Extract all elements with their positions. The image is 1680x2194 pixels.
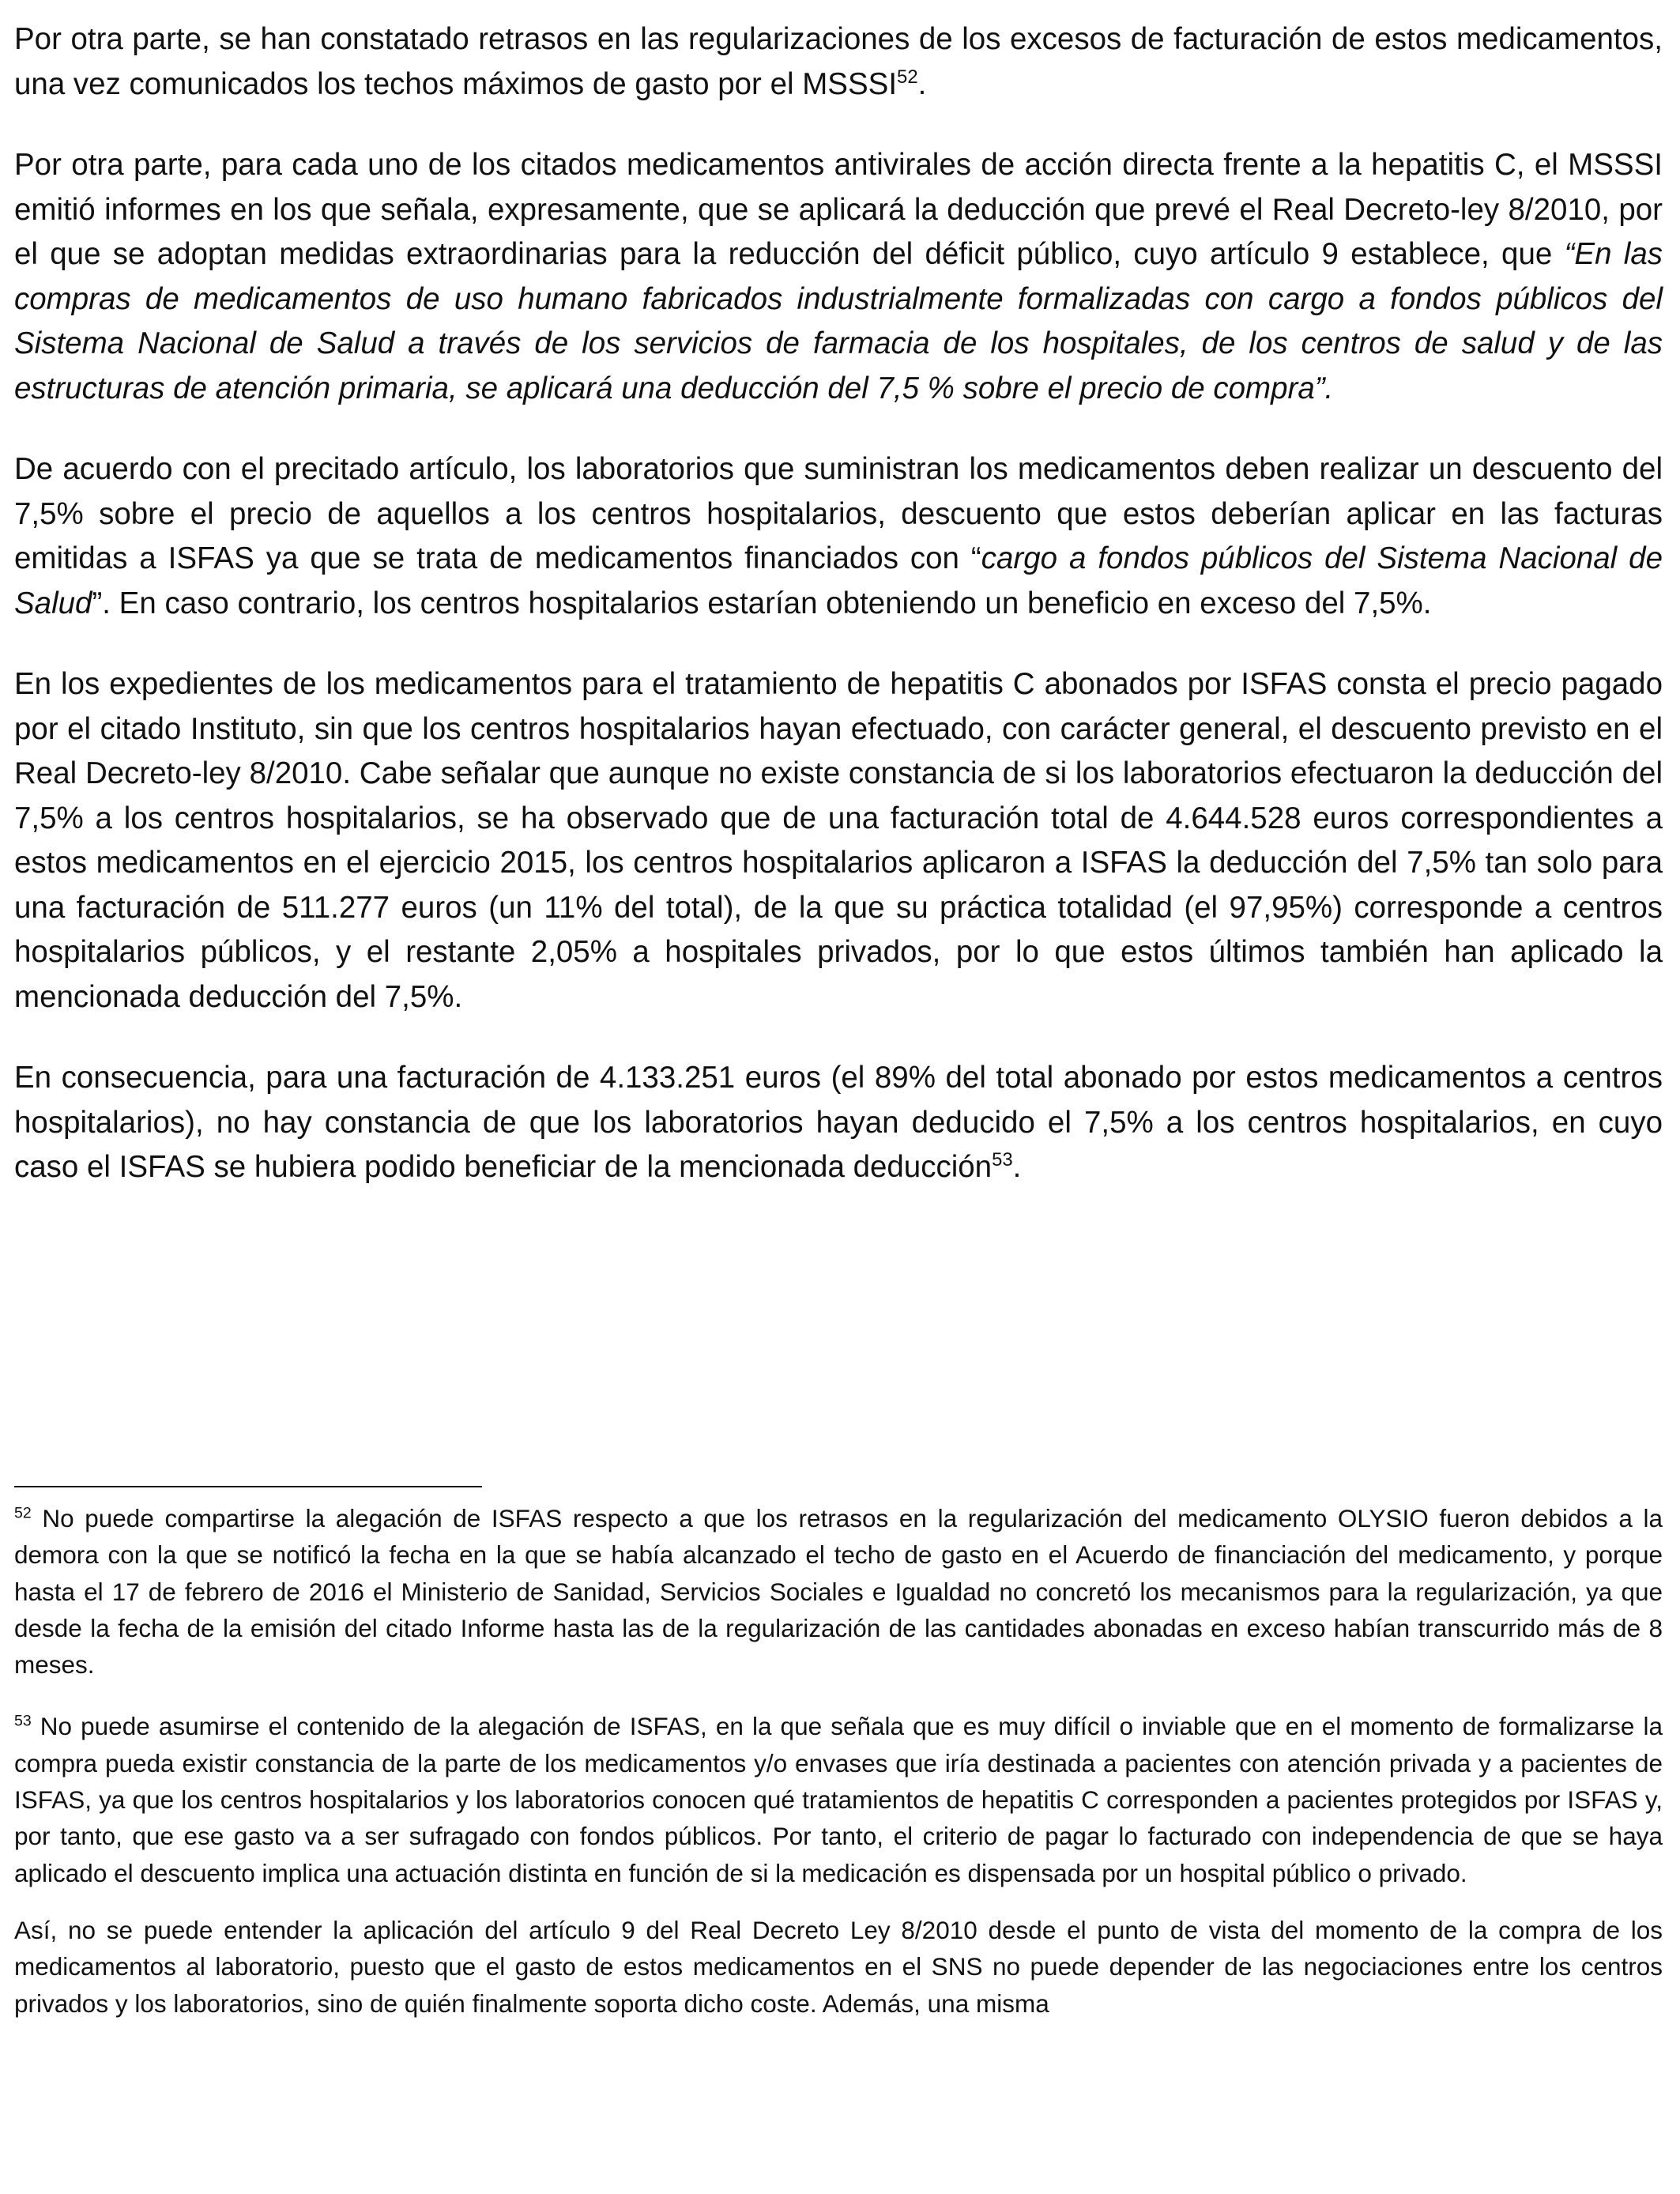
paragraph-4: En los expedientes de los medicamentos para el tratamiento de hepatitis C abonados por ISFAS consta el precio pagado por el citado Instituto, sin que los centros hospitalarios hayan efectuado, con carácter general, el descuento previsto en el Real Decreto-ley 8/2010. Cabe señalar que aunque no existe constancia de si los laboratorios efectuaron la deducción del 7,5% a los centros hospitalarios, se ha observado que de una facturación total de 4.644.528 euros correspondientes a estos medicamentos en el ejercicio 2015, los centros hospitalarios aplicaron a ISFAS la deducción del 7,5% tan solo para una facturación de 511.277 euros (un 11% del total), de la que su práctica totalidad (el 97,95%) corresponde a centros hospitalarios públicos, y el restante 2,05% a hospitales privados, por lo que estos últimos también han aplicado la mencionada deducción del 7,5%.: [14, 667, 1663, 1014]
paragraph-5-end: .: [1012, 1150, 1022, 1184]
footnote-52: [14, 1500, 1663, 1683]
document-body: [14, 17, 1663, 1227]
paragraph-3: [14, 447, 1663, 626]
footnote-53-text: No puede asumirse el contenido de la alegación de ISFAS, en la que señala que es muy difícil o inviable que en el momento de formalizarse la compra pueda existir constancia de la parte de los medicamentos y/o envases que iría destinada a pacientes con atención privada y a pacientes de ISFAS, ya que los centros hospitalarios y los laboratorios conocen qué tratamientos de hepatitis C corresponden a pacientes protegidos por ISFAS y, por tanto, que ese gasto va a ser sufragado con fondos públicos. Por tanto, el criterio de pagar lo facturado con independencia de que se haya aplicado el descuento implica una actuación distinta en función de si la medicación es dispensada por un hospital público o privado.: [14, 1712, 1663, 1887]
footnote-ref-52[interactable]: 52: [897, 66, 918, 88]
footnotes-section: [14, 1500, 1663, 2047]
paragraph-1-end: .: [917, 66, 927, 101]
paragraph-1-text: Por otra parte, se han constatado retrasos en las regularizaciones de los excesos de facturación de estos medicamentos, una vez comunicados los techos máximos de gasto por el MSSSI: [14, 22, 1663, 101]
footnote-53-continuation: Así, no se puede entender la aplicación del artículo 9 del Real Decreto Ley 8/2010 desde el punto de vista del momento de la compra de los medicamentos al laboratorio, puesto que el gasto de estos medicamentos en el SNS no puede depender de las negociaciones entre los centros privados y los laboratorios, sino de quién finalmente soporta dicho coste. Además, una misma: [14, 1915, 1663, 2018]
paragraph-3-text-end: ”. En caso contrario, los centros hospitalarios estarían obteniendo un beneficio en exceso del 7,5%.: [92, 586, 1432, 620]
footnote-53: [14, 1708, 1663, 1891]
paragraph-2: [14, 143, 1663, 411]
footnote-separator: [14, 1486, 482, 1487]
footnote-53-number: 53: [14, 1712, 32, 1730]
paragraph-3-quote: cargo a fondos públicos del Sistema Nacional de Salud: [14, 541, 1663, 620]
paragraph-2-quote: “En las compras de medicamentos de uso humano fabricados industrialmente formalizadas con cargo a fondos públicos del Sistema Nacional de Salud a través de los servicios de farmacia de los hospitales, de los centros de salud y de las estructuras de atención primaria, se aplicará una deducción del 7,5 % sobre el precio de compra”.: [14, 237, 1663, 405]
paragraph-5: [14, 1056, 1663, 1190]
paragraph-3-text: De acuerdo con el precitado artículo, los laboratorios que suministran los medicamentos deben realizar un descuento del 7,5% sobre el precio de aquellos a los centros hospitalarios, descuento que estos deberían aplicar en las facturas emitidas a ISFAS ya que se trata de medicamentos financiados con “: [14, 452, 1663, 575]
paragraph-1: [14, 17, 1663, 107]
footnote-52-number: 52: [14, 1504, 32, 1522]
footnote-ref-53[interactable]: 53: [992, 1149, 1013, 1171]
footnote-52-text: No puede compartirse la alegación de ISFAS respecto a que los retrasos en la regularización del medicamento OLYSIO fueron debidos a la demora con la que se notificó la fecha en la que se había alcanzado el techo de gasto en el Acuerdo de financiación del medicamento, y porque hasta el 17 de febrero de 2016 el Ministerio de Sanidad, Servicios Sociales e Igualdad no concretó los mecanismos para la regularización, ya que desde la fecha de la emisión del citado Informe hasta las de la regularización de las cantidades abonadas en exceso habían transcurrido más de 8 meses.: [14, 1504, 1663, 1679]
paragraph-2-text: Por otra parte, para cada uno de los citados medicamentos antivirales de acción directa frente a la hepatitis C, el MSSSI emitió informes en los que señala, expresamente, que se aplicará la deducción que prevé el Real Decreto-ley 8/2010, por el que se adoptan medidas extraordinarias para la reducción del déficit público, cuyo artículo 9 establece, que: [14, 148, 1663, 271]
paragraph-5-text: En consecuencia, para una facturación de 4.133.251 euros (el 89% del total abonado por estos medicamentos a centros hospitalarios), no hay constancia de que los laboratorios hayan deducido el 7,5% a los centros hospitalarios, en cuyo caso el ISFAS se hubiera podido beneficiar de la mencionada deducción: [14, 1061, 1663, 1184]
